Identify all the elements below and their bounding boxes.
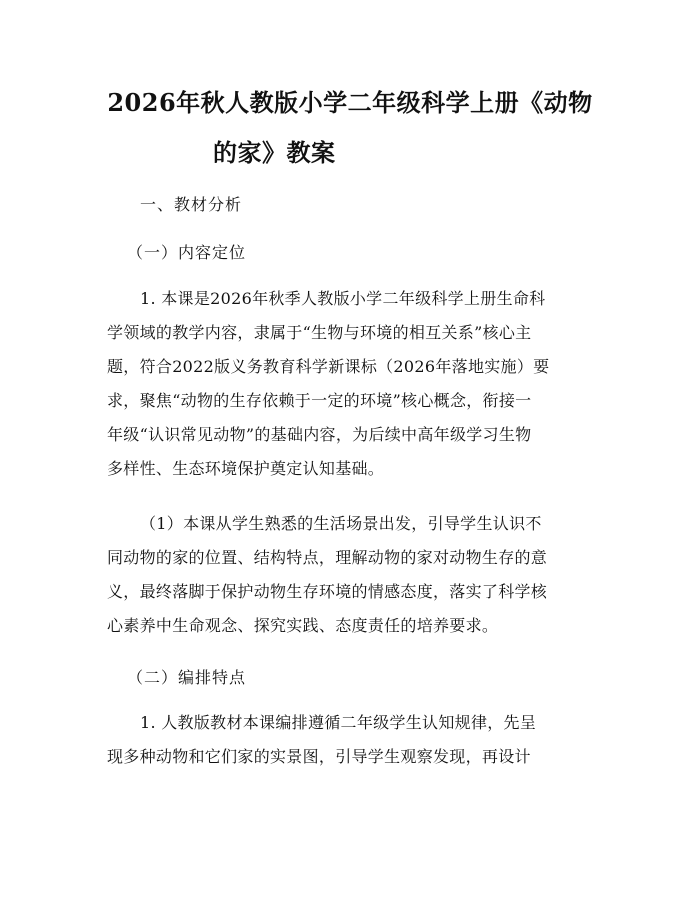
paragraph-line: （1）本课从学生熟悉的生活场景出发，引导学生认识不: [140, 514, 542, 533]
paragraph-line: 题，符合2022版义务教育科学新课标（2026年落地实施）要: [107, 357, 550, 376]
paragraph-line: 求，聚焦“动物的生存依赖于一定的环境”核心概念，衔接一: [107, 391, 532, 410]
paragraph-line: 心素养中生命观念、探究实践、态度责任的培养要求。: [107, 616, 499, 635]
paragraph-line: 1. 本课是2026年秋季人教版小学二年级科学上册生命科: [140, 289, 546, 308]
section-heading-textbook-analysis: 一、教材分析: [140, 195, 243, 214]
paragraph-line: 同动物的家的位置、结构特点，理解动物的家对动物生存的意: [107, 548, 548, 567]
paragraph-lesson-goals: [107, 507, 602, 643]
title-line-1: 2026年秋人教版小学二年级科学上册《动物: [107, 88, 593, 117]
paragraph-line: 多样性、生态环境保护奠定认知基础。: [107, 459, 385, 478]
paragraph-line: 学领域的教学内容，隶属于“生物与环境的相互关系”核心主: [107, 323, 532, 342]
subsection-heading-content-positioning: （一）内容定位: [127, 243, 247, 262]
paragraph-content-positioning: [107, 282, 602, 486]
paragraph-arrangement-features: [107, 706, 602, 774]
subsection-heading-arrangement-features: （二）编排特点: [127, 668, 247, 687]
paragraph-line: 现多种动物和它们家的实景图，引导学生观察发现，再设计: [107, 747, 531, 766]
title-line-2: 的家》教案: [213, 138, 336, 167]
paragraph-line: 1. 人教版教材本课编排遵循二年级学生认知规律，先呈: [140, 713, 537, 732]
paragraph-line: 义，最终落脚于保护动物生存环境的情感态度，落实了科学核: [107, 582, 548, 601]
paragraph-line: 年级“认识常见动物”的基础内容，为后续中高年级学习生物: [107, 425, 532, 444]
document-title: [85, 78, 615, 178]
